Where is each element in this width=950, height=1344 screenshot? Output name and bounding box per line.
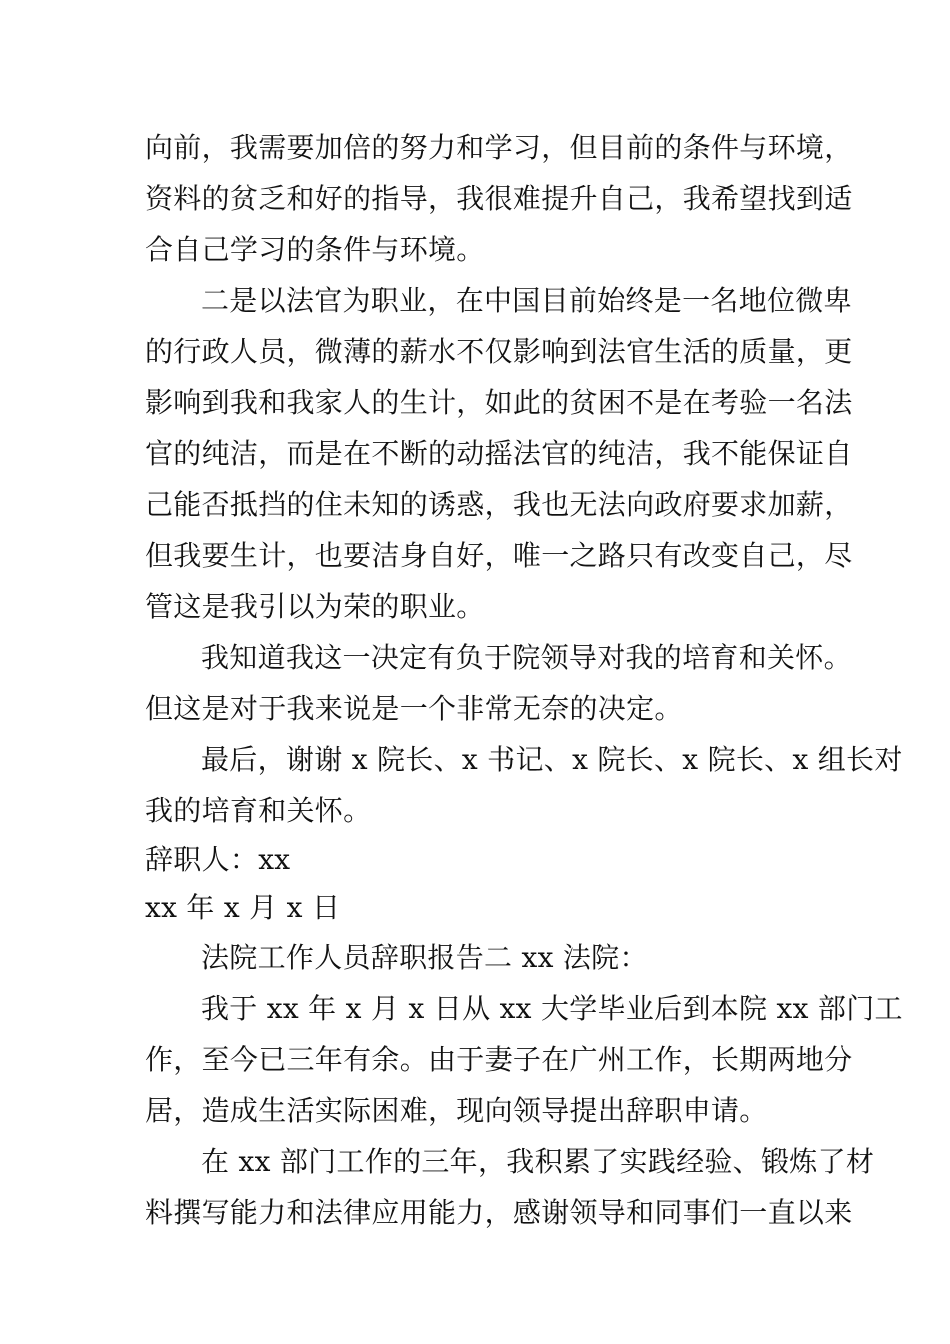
paragraph-start-line: 我知道我这一决定有负于院领导对我的培育和关怀。 <box>201 641 852 674</box>
text-line: 合自己学习的条件与环境。 <box>145 233 485 266</box>
text-line: 料撰写能力和法律应用能力，感谢领导和同事们一直以来 <box>145 1196 853 1229</box>
paragraph-start-line: 我于 xx 年 x 月 x 日从 xx 大学毕业后到本院 xx 部门工 <box>201 992 903 1025</box>
text-line: 向前，我需要加倍的努力和学习，但目前的条件与环境， <box>145 131 853 164</box>
text-line: 影响到我和我家人的生计，如此的贫困不是在考验一名法 <box>145 386 853 419</box>
text-line: 管这是我引以为荣的职业。 <box>145 590 485 623</box>
text-line: 作，至今已三年有余。由于妻子在广州工作，长期两地分 <box>145 1043 853 1076</box>
paragraph-start-line: 二是以法官为职业，在中国目前始终是一名地位微卑 <box>201 284 852 317</box>
text-line: 己能否抵挡的住未知的诱惑，我也无法向政府要求加薪， <box>145 488 853 521</box>
text-line: 资料的贫乏和好的指导，我很难提升自己，我希望找到适 <box>145 182 853 215</box>
text-line: 但我要生计，也要洁身自好，唯一之路只有改变自己，尽 <box>145 539 853 572</box>
signature-line: 辞职人：xx <box>145 843 291 876</box>
text-line: 我的培育和关怀。 <box>145 794 372 827</box>
text-line: 但这是对于我来说是一个非常无奈的决定。 <box>145 692 683 725</box>
text-line: 居，造成生活实际困难，现向领导提出辞职申请。 <box>145 1094 768 1127</box>
date-line: xx 年 x 月 x 日 <box>145 891 341 924</box>
paragraph-start-line: 最后，谢谢 x 院长、x 书记、x 院长、x 院长、x 组长对 <box>201 743 903 776</box>
text-line: 的行政人员，微薄的薪水不仅影响到法官生活的质量，更 <box>145 335 853 368</box>
text-line: 官的纯洁，而是在不断的动摇法官的纯洁，我不能保证自 <box>145 437 853 470</box>
paragraph-start-line: 在 xx 部门工作的三年，我积累了实践经验、锻炼了材 <box>201 1145 875 1178</box>
document-body <box>145 122 903 1238</box>
section-heading: 法院工作人员辞职报告二 xx 法院： <box>201 941 648 974</box>
